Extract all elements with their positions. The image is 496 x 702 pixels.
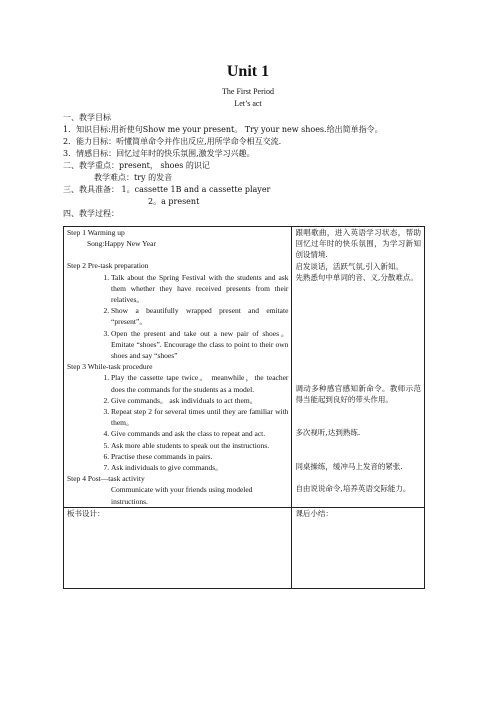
board-design-label: 板书设计： <box>67 508 105 518</box>
list-item: 2. Show a beautifully wrapped present and emitate “present”。 <box>111 305 288 327</box>
note-warmup: 跟唱歌曲，进入英语学习状态，帮助回忆过年时的快乐氛围，为学习新知创设情境. <box>295 228 421 260</box>
objective-knowledge: 1．知识目标:用祈使句Show me your present。 Try your new shoes.给出简单指令。 <box>63 125 383 134</box>
teaching-aids-2: 2。a present <box>148 197 200 206</box>
note-communicate: 自由说说命令,培养英语交际能力。 <box>295 483 411 493</box>
table-row <box>64 227 425 508</box>
lesson-plan-table <box>63 226 425 589</box>
note-pairs: 同桌操练，缓冲马上发音的紧张. <box>295 461 403 471</box>
objective-emotion: 3．情感目标：回忆过年时的快乐氛围,激发学习兴趣。 <box>63 149 255 158</box>
list-item: 1. Play the cassette tape twice。 meanwhile，the teacher does the commands for the students as a model. <box>111 372 288 394</box>
list-item: 4. Give commands and ask the class to repeat and act. <box>111 428 288 439</box>
summary-cell <box>292 507 425 588</box>
notes-cell <box>292 227 425 508</box>
objectives-heading: 一、教学目标 <box>63 113 111 122</box>
process-heading: 四、教学过程： <box>63 209 119 218</box>
key-points: 二、教学重点：present， shoes 的识记 <box>63 161 210 170</box>
note-practice: 多次视听,达到熟练. <box>295 428 361 438</box>
step3-list <box>67 372 288 473</box>
procedure-cell <box>64 227 292 508</box>
summary-label: 课后小结： <box>295 508 333 518</box>
period-subtitle: The First Period <box>222 87 274 96</box>
list-item: 6. Practise these commands in pairs. <box>111 451 288 462</box>
step2-list <box>67 272 288 362</box>
list-item: 3. Open the present and take out a new pair of shoes。 Emitate “shoes”. Encourage the class to point to their own shoes and say “shoes” <box>111 328 288 362</box>
step1-title: Step 1 Warming up <box>67 228 125 237</box>
table-row <box>64 507 425 588</box>
difficulty: 教学难点：try 的发音 <box>94 173 173 182</box>
list-item: 2. Give commands。 ask individuals to act them。 <box>111 395 288 406</box>
teaching-aids: 三、教具准备： 1。cassette 1B and a cassette player <box>63 185 271 194</box>
list-item: 7. Ask individuals to give commands。 <box>111 462 288 473</box>
step3-title: Step 3 While-task procedure <box>67 362 153 372</box>
step4-title: Step 4 Post—task activity <box>67 474 145 484</box>
note-vocab: 先熟悉句中单词的音、义,分散难点。 <box>295 272 418 282</box>
board-design-cell <box>64 507 292 588</box>
step1-song: Song:Happy New Year <box>87 239 156 249</box>
objective-ability: 2．能力目标：听懂简单命令并作出反应,用所学命令相互交流. <box>63 137 282 146</box>
step4-text: Communicate with your friends using modeled instructions. <box>111 485 253 506</box>
list-item: 5. Ask more able students to speak out the instructions. <box>111 440 288 451</box>
list-item: 1. Talk about the Spring Festival with the students and ask them whether they have received presents from their relatives。 <box>111 272 288 306</box>
step2-title: Step 2 Pre-task preparation <box>67 261 149 271</box>
note-talk: 启发谈话，活跃气氛,引入新知。 <box>295 261 403 271</box>
list-item: 3. Repeat step 2 for several times until they are familiar with them。 <box>111 406 288 428</box>
unit-title: Unit 1 <box>226 63 270 80</box>
note-senses: 调动多种感官感知新命令。教师示范得当能起到良好的带头作用。 <box>295 384 421 405</box>
lesson-subtitle: Let’s act <box>234 99 262 108</box>
